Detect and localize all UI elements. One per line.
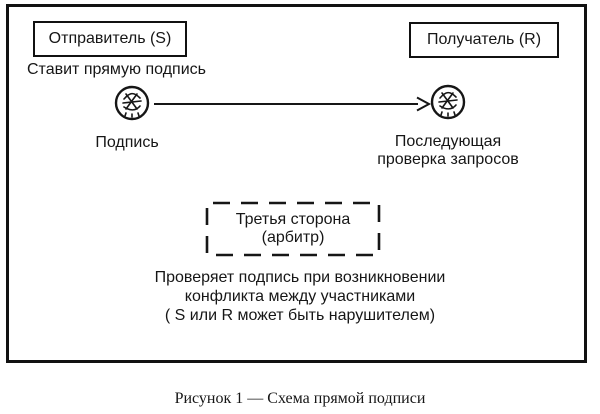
right-arrow — [152, 94, 432, 114]
third-party-label — [205, 201, 381, 257]
receiver-label: Получатель (R) — [426, 31, 542, 48]
verification-line-2: проверка запросов — [377, 151, 519, 168]
note-line-1: Проверяет подпись при возникновении — [154, 269, 446, 286]
figure-caption: Рисунок 1 — Схема прямой подписи — [174, 390, 426, 407]
third-party-note — [100, 268, 500, 325]
seal-stamp-icon — [113, 84, 151, 124]
receiver-box — [409, 22, 559, 58]
signature-label: Подпись — [95, 134, 159, 151]
note-line-3: ( S или R может быть нарушителем) — [164, 307, 436, 324]
seal-stamp-icon — [429, 83, 467, 123]
third-party-line-2: (арбитр) — [261, 229, 325, 246]
verification-label — [358, 133, 538, 169]
verification-line-1: Последующая — [394, 133, 502, 150]
note-line-2: конфликта между участниками — [184, 288, 416, 305]
third-party-line-1: Третья сторона — [235, 211, 351, 228]
sender-label: Отправитель (S) — [48, 30, 172, 47]
sender-action-text: Ставит прямую подпись — [27, 61, 206, 78]
sender-box — [33, 21, 187, 57]
